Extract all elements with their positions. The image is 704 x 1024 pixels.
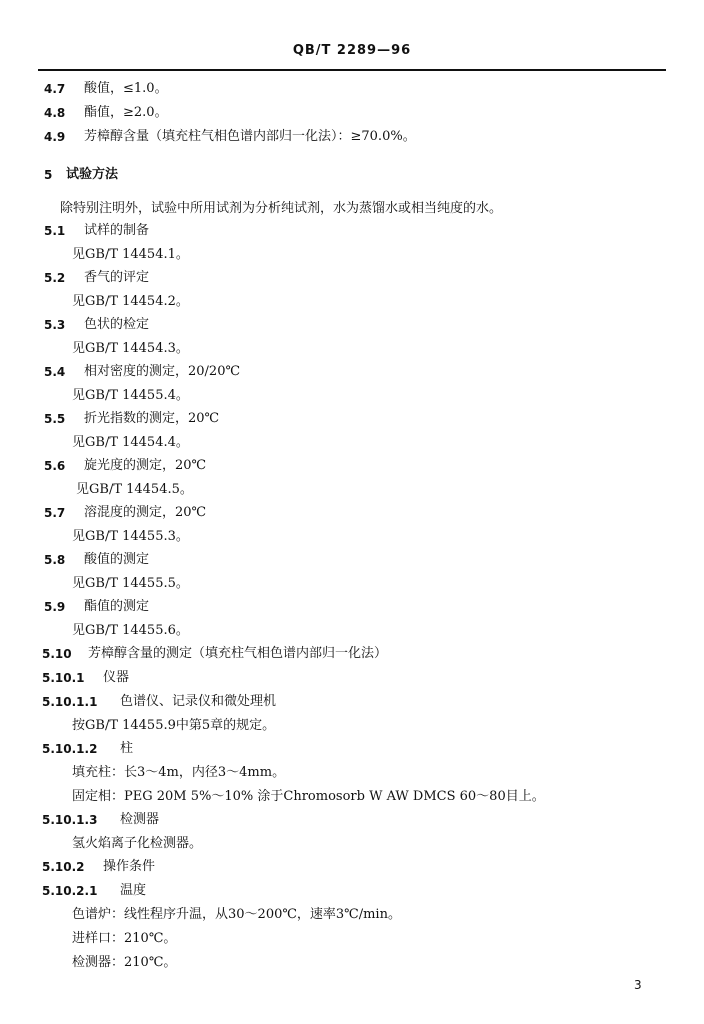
clause-text: 酯值，≥2.0。: [84, 105, 168, 120]
clause-text: 香气的评定: [84, 270, 150, 285]
clause-number: 5.10.2.1: [42, 884, 98, 898]
body-line: 氢火焰离子化检测器。: [72, 836, 203, 851]
clause-number: 5.8: [44, 553, 66, 567]
clause-number: 5.1: [44, 224, 66, 238]
clause-number: 4.7: [44, 82, 66, 96]
reference-line: 见GB/T 14455.4。: [72, 388, 189, 403]
body-line: 色谱炉：线性程序升温，从30～200℃，速率3℃/min。: [72, 907, 401, 922]
clause-text: 酯值的测定: [84, 599, 150, 614]
clause-text: 柱: [120, 741, 134, 756]
clause-number: 5.10.2: [42, 860, 85, 874]
clause-text: 旋光度的测定，20℃: [84, 458, 207, 473]
reference-line: 按GB/T 14455.9中第5章的规定。: [72, 718, 276, 733]
clause-number: 5.10.1.1: [42, 695, 98, 709]
clause-text: 折光指数的测定，20℃: [84, 411, 220, 426]
reference-line: 见GB/T 14454.4。: [72, 435, 189, 450]
clause-text: 芳樟醇含量的测定（填充柱气相色谱内部归一化法）: [88, 646, 388, 661]
body-line: 进样口：210℃。: [72, 931, 177, 946]
reference-line: 见GB/T 14454.3。: [72, 341, 189, 356]
section-title: 试验方法: [66, 167, 119, 182]
standard-header: QB/T 2289—96: [292, 43, 412, 58]
reference-line: 见GB/T 14455.5。: [72, 576, 189, 591]
clause-number: 5.10: [42, 647, 72, 661]
clause-number: 5.10.1.2: [42, 742, 98, 756]
clause-text: 温度: [120, 883, 147, 898]
clause-text: 酸值的测定: [84, 552, 150, 567]
clause-number: 5.6: [44, 459, 66, 473]
reference-line: 见GB/T 14454.2。: [72, 294, 189, 309]
clause-number: 5.7: [44, 506, 66, 520]
body-line: 检测器：210℃。: [72, 955, 177, 970]
header-rule: [38, 69, 666, 71]
reference-line: 见GB/T 14455.6。: [72, 623, 189, 638]
reference-line: 见GB/T 14454.1。: [72, 247, 189, 262]
clause-text: 仪器: [103, 670, 130, 685]
body-line: 固定相：PEG 20M 5%～10% 涂于Chromosorb W AW DMCS 60～80目上。: [72, 789, 545, 804]
clause-number: 4.9: [44, 130, 66, 144]
clause-text: 溶混度的测定，20℃: [84, 505, 207, 520]
clause-number: 4.8: [44, 106, 66, 120]
body-line: 填充柱：长3～4m，内径3～4mm。: [72, 765, 286, 780]
paragraph: 除特别注明外，试验中所用试剂为分析纯试剂，水为蒸馏水或相当纯度的水。: [60, 201, 503, 216]
clause-number: 5.10.1.3: [42, 813, 98, 827]
clause-text: 操作条件: [103, 859, 156, 874]
clause-number: 5.2: [44, 271, 66, 285]
clause-text: 色状的检定: [84, 317, 150, 332]
reference-line: 见GB/T 14454.5。: [76, 482, 193, 497]
clause-text: 色谱仪、记录仪和微处理机: [120, 694, 277, 709]
clause-number: 5.5: [44, 412, 66, 426]
clause-number: 5.4: [44, 365, 66, 379]
clause-text: 酸值，≤1.0。: [84, 81, 168, 96]
clause-number: 5.9: [44, 600, 66, 614]
clause-text: 检测器: [120, 812, 160, 827]
clause-number: 5.10.1: [42, 671, 85, 685]
section-number: 5: [44, 168, 53, 182]
clause-number: 5.3: [44, 318, 66, 332]
reference-line: 见GB/T 14455.3。: [72, 529, 189, 544]
clause-text: 试样的制备: [84, 223, 150, 238]
clause-text: 芳樟醇含量（填充柱气相色谱内部归一化法）：≥70.0%。: [84, 129, 416, 144]
page-number: 3: [634, 978, 642, 992]
clause-text: 相对密度的测定，20/20℃: [84, 364, 241, 379]
